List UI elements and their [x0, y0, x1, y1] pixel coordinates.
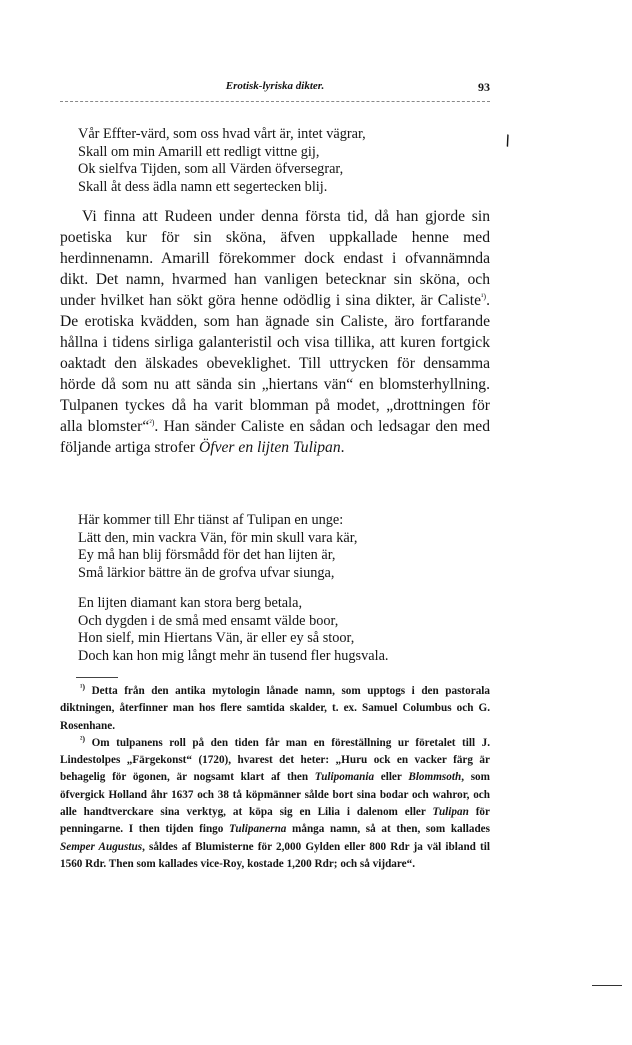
footnote-italic: Tulipan	[432, 806, 469, 819]
verse-line: Små lärkior bättre än de grofva ufvar siunga,	[78, 564, 335, 581]
verse-line: Ok sielfva Tijden, som all Värden öfversegrar,	[78, 161, 344, 177]
footnote-1	[60, 683, 490, 735]
footnotes	[60, 683, 490, 873]
footnote-text: eller	[374, 771, 409, 784]
page-edge-mark	[592, 985, 622, 986]
header-rule	[60, 101, 490, 102]
margin-mark: \	[502, 132, 513, 150]
footnote-text: för penningarne. I then tijden fingo	[60, 806, 490, 836]
verse-line: Vår Effter-värd, som oss hvad vårt är, intet vägrar,	[78, 126, 366, 142]
paragraph-end: .	[340, 439, 345, 456]
verse-stanza-1	[78, 512, 357, 582]
verse-line: Skall om min Amarill ett redligt vittne gij,	[78, 143, 320, 160]
footnote-italic: Tulipomania	[314, 771, 375, 784]
verse-stanza-2	[78, 595, 388, 665]
footnote-rule	[76, 677, 118, 678]
footnote-marker: ²)	[80, 734, 86, 744]
footnote-text: , såldes af Blumisterne för 2,000 Gylden eller 800 Rdr ja väl ibland til 1560 Rdr. Then som kallades vice-Roy, kostade 1,200 Rdr; och så vijdare“.	[60, 840, 490, 870]
paragraph-text: . De erotiska kvädden, som han ägnade sin Caliste, äro fortfarande hållna i tidens sirliga galanteristil och visa tillika, att kuren fortgick oaktadt den älskades obeveklighet. Till uttrycken för densamma hörde då som nu att sända sin „hiertans vän“ en blomsterhyllning. Tulpanen tyckes då ha varit blomman på modet, „drottningen för alla blomster“	[60, 292, 490, 435]
footnote-italic: Blommsoth	[408, 771, 462, 784]
footnote-text: många namn, så at then, som kallades	[286, 823, 490, 836]
footnote-text: Om tulpanens roll på den tiden får man en föreställning ur företalet till J. Lindestolpes „Färgekonst“ (1720), hvarest det heter: „Huru ock en vacker färg är behagelig för ögonen, är nogsamt klart af then	[60, 736, 490, 784]
footnote-italic: Tulipanerna	[229, 823, 287, 836]
running-title: Erotisk-lyriska dikter.	[225, 80, 325, 92]
verse-line: Skall åt dess ädla namn ett segertecken blij.	[78, 178, 328, 195]
footnote-text: , som öfvergick Holland åhr 1637 och 38 tå köpmänner sålde bort sina bodar och wahror, och alle handtverckare sina verktyg, at köpa sig en Lilia i dalenom eller	[60, 771, 490, 819]
verse-line: Lätt den, min vackra Vän, för min skull vara kär,	[78, 529, 358, 546]
footnote-2	[60, 735, 490, 873]
page-number: 93	[478, 80, 490, 94]
verse-line: Hon sielf, min Hiertans Vän, är eller ey så stoor,	[78, 630, 355, 646]
poem-title: Öfver en lijten Tulipan	[199, 439, 341, 456]
verse-line: Och dygden i de små med ensamt välde boor,	[78, 612, 339, 629]
verse-line: Ey må han blij försmådd för det han lijten är,	[78, 547, 336, 563]
footnote-ref: ²)	[149, 417, 155, 427]
verse-top	[78, 126, 366, 196]
verse-line: Här kommer till Ehr tiänst af Tulipan en unge:	[78, 512, 344, 528]
main-paragraph	[60, 206, 490, 458]
verse-line: En lijten diamant kan stora berg betala,	[78, 595, 303, 611]
footnote-italic: Semper Augustus	[60, 840, 143, 853]
paragraph-text: . Han sänder Caliste en sådan och ledsagar den med följande artiga strofer	[60, 418, 490, 456]
footnote-marker: ¹)	[80, 682, 86, 692]
footnote-ref: ¹)	[481, 291, 487, 301]
page-header	[60, 80, 490, 100]
paragraph-text: Vi finna att Rudeen under denna första tid, då han gjorde sin poetiska kur för sin sköna, äfven uppkallade henne med herdinnenamn. Amarill förekommer dock endast i ofvannämnda dikt. Det namn, hvarmed han vanligen betecknar sin sköna, och under hvilket han sökt göra henne odödlig i sina dikter, är Caliste	[60, 208, 490, 309]
footnote-text: Detta från den antika mytologin lånade namn, som upptogs i den pastorala diktningen, återfinner man hos flere samtida skalder, t. ex. Samuel Columbus och G. Rosenhane.	[60, 685, 490, 732]
verse-line: Doch kan hon mig långt mehr än tusend fler hugsvala.	[78, 647, 389, 664]
